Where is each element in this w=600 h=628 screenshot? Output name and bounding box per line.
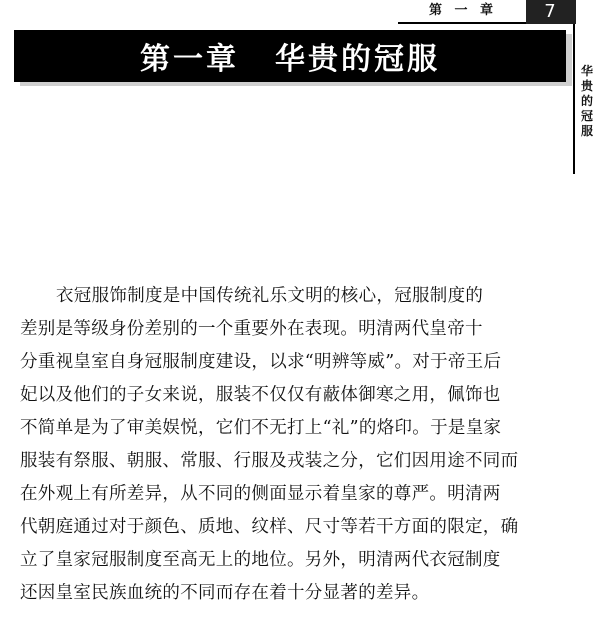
body-line: 立了皇家冠服制度至高无上的地位。另外，明清两代衣冠制度 [20,550,501,570]
chapter-title: 华贵的冠服 [275,42,440,77]
body-line: 在外观上有所差异，从不同的侧面显示着皇家的尊严。明清两 [20,484,501,504]
body-line: 妃以及他们的子女来说，服装不仅仅有蔽体御寒之用，佩饰也 [20,385,501,405]
body-paragraph [20,280,580,610]
chapter-number: 第一章 [140,42,239,77]
running-header-rule [398,22,526,24]
body-line: 差别是等级身份差别的一个重要外在表现。明清两代皇帝十 [20,319,483,339]
body-line: 分重视皇室自身冠服制度建设，以求“明辨等威”。对于帝王后 [20,352,502,372]
body-line: 还因皇室民族血统的不同而存在着十分显著的差异。 [20,583,430,603]
body-line: 衣冠服饰制度是中国传统礼乐文明的核心，冠服制度的 [56,286,484,306]
page-number: 7 [526,0,576,24]
chapter-title-banner [14,30,566,82]
body-line: 代朝庭通过对于颜色、质地、纹样、尺寸等若干方面的限定，确 [20,517,519,537]
side-tab-rule [573,24,575,174]
body-line: 服装有祭服、朝服、常服、行服及戎装之分，它们因用途不同而 [20,451,519,471]
running-header-chapter: 第 一 章 [428,3,498,18]
body-line: 不简单是为了审美娱悦，它们不无打上“礼”的烙印。于是皇家 [20,418,502,438]
side-thumb-tab: 华贵的冠服 [580,64,593,138]
